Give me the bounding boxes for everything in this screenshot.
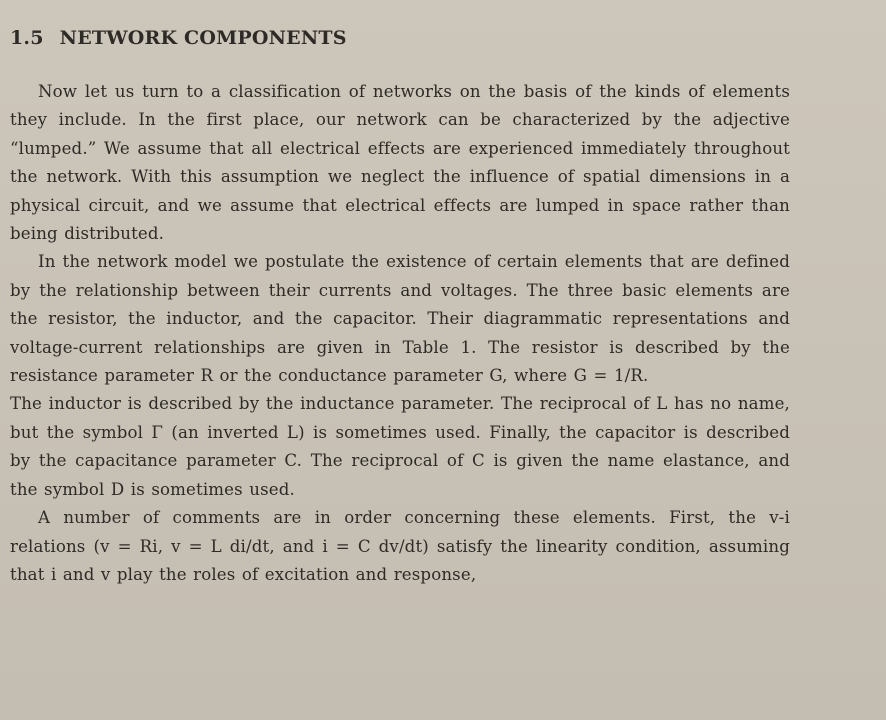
section-heading	[10, 24, 790, 52]
paragraph-lumped: Now let us turn to a classification of networks on the basis of the kinds of elements they include. In the first place, our network can be characterized by the adjective “lumped.” We assume that all electrical effects are experienced immediately throughout the network. With this assumption we neglect the influence of spatial dimensions in a physical circuit, and we assume that electrical effects are lumped in space rather than being distributed.	[10, 82, 790, 244]
section-number: 1.5	[10, 27, 44, 49]
paragraph-elements: In the network model we postulate the existence of certain elements that are defined by the relationship between their currents and voltages. The three basic elements are the resistor, the inductor, and the capacitor. Their diagrammatic representations and voltage-current relationships are given in Table 1. The resistor is described by the resistance parameter R or the conductance parameter G, where G = 1/R.	[10, 252, 790, 386]
paragraph-inductor-capacitor: The inductor is described by the inductance parameter. The reciprocal of L has no name, but the symbol Γ (an inverted L) is sometimes used. Finally, the capacitor is described by the capacitance parameter C. The reciprocal of C is given the name elastance, and the symbol D is sometimes used.	[10, 394, 790, 499]
section-title: NETWORK COMPONENTS	[59, 27, 347, 49]
paragraph-comments: A number of comments are in order concerning these elements. First, the v-i relations (v = Ri, v = L di/dt, and i = C dv/dt) satisfy the linearity condition, assuming that i and v play the roles of excitation and response,	[10, 508, 790, 584]
